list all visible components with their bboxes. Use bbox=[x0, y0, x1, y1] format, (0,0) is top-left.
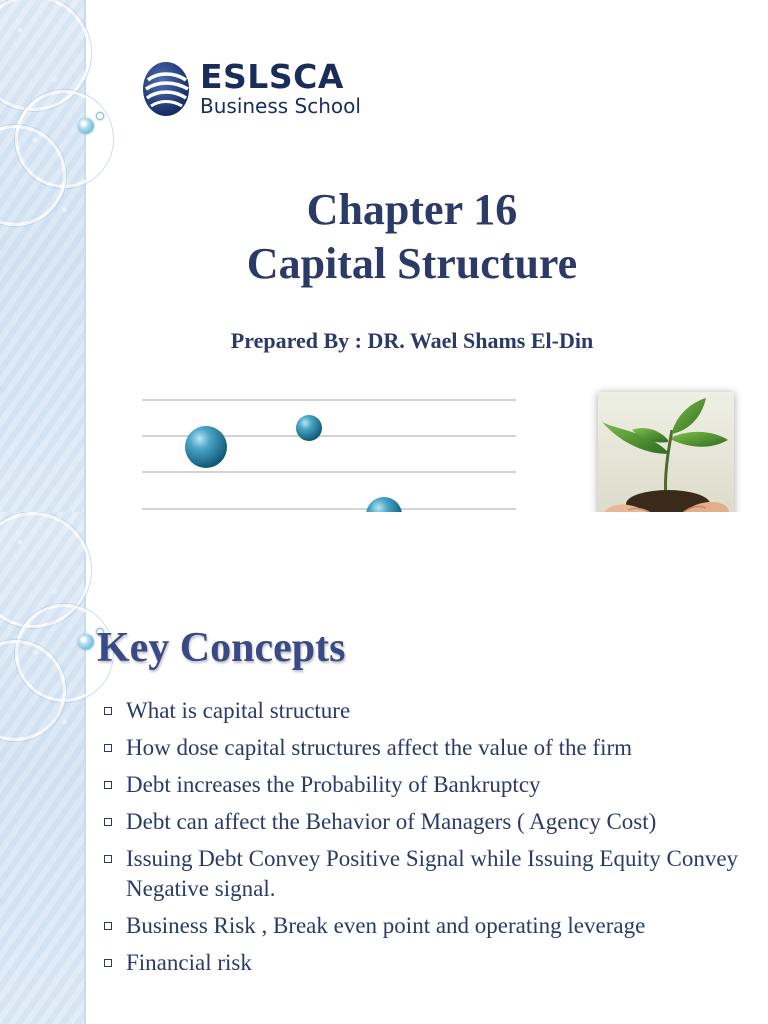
list-item bbox=[104, 807, 744, 837]
slide-title-topic: Capital Structure bbox=[246, 239, 578, 288]
slide-title-chapter: Chapter 16 bbox=[306, 185, 518, 234]
square-bullet-icon bbox=[104, 922, 112, 930]
decorative-sidebar bbox=[0, 512, 86, 1024]
square-bullet-icon bbox=[104, 744, 112, 752]
list-item-text: Financial risk bbox=[126, 950, 252, 975]
list-item-text: Debt increases the Probability of Bankruptcy bbox=[126, 772, 541, 797]
author-line: Prepared By : DR. Wael Shams El-Din bbox=[230, 328, 594, 353]
list-item bbox=[104, 696, 744, 726]
decorative-sphere bbox=[185, 426, 227, 468]
decorative-ring bbox=[0, 512, 91, 628]
decorative-sphere bbox=[296, 415, 322, 441]
key-concepts-slide bbox=[0, 512, 768, 1024]
square-bullet-icon bbox=[104, 818, 112, 826]
list-item-text: Business Risk , Break even point and operating leverage bbox=[126, 913, 646, 938]
square-bullet-icon bbox=[104, 959, 112, 967]
list-item-text: Debt can affect the Behavior of Managers ( Agency Cost) bbox=[126, 809, 657, 834]
list-item-text: How dose capital structures affect the value of the firm bbox=[126, 735, 633, 760]
list-item bbox=[104, 770, 744, 800]
list-item-text: What is capital structure bbox=[126, 698, 351, 723]
decorative-sidebar bbox=[0, 0, 86, 512]
list-item-text: Issuing Debt Convey Positive Signal while Issuing Equity Convey Negative signal. bbox=[126, 846, 739, 901]
decorative-sphere bbox=[366, 497, 402, 512]
decorative-ring bbox=[0, 640, 66, 741]
logo-text bbox=[200, 57, 361, 118]
decorative-ring bbox=[15, 90, 113, 188]
decorative-lines-with-spheres bbox=[142, 380, 516, 512]
eslsca-logo-icon bbox=[142, 58, 190, 118]
square-bullet-icon bbox=[104, 855, 112, 863]
logo-subtitle: Business School bbox=[200, 94, 361, 118]
decorative-bubble bbox=[78, 634, 94, 650]
decorative-ring bbox=[0, 0, 91, 111]
decorative-bubble bbox=[96, 112, 104, 120]
seedling-in-hands-image bbox=[598, 392, 734, 512]
list-item bbox=[104, 844, 744, 904]
list-item bbox=[104, 948, 744, 978]
concept-list bbox=[104, 696, 744, 985]
decorative-bubble bbox=[78, 118, 94, 134]
list-item bbox=[104, 733, 744, 763]
square-bullet-icon bbox=[104, 707, 112, 715]
logo-name: ESLSCA bbox=[200, 57, 344, 96]
school-logo bbox=[142, 58, 361, 118]
square-bullet-icon bbox=[104, 781, 112, 789]
list-item bbox=[104, 911, 744, 941]
slide-heading: Key Concepts bbox=[97, 625, 346, 671]
decorative-ring bbox=[0, 125, 66, 226]
